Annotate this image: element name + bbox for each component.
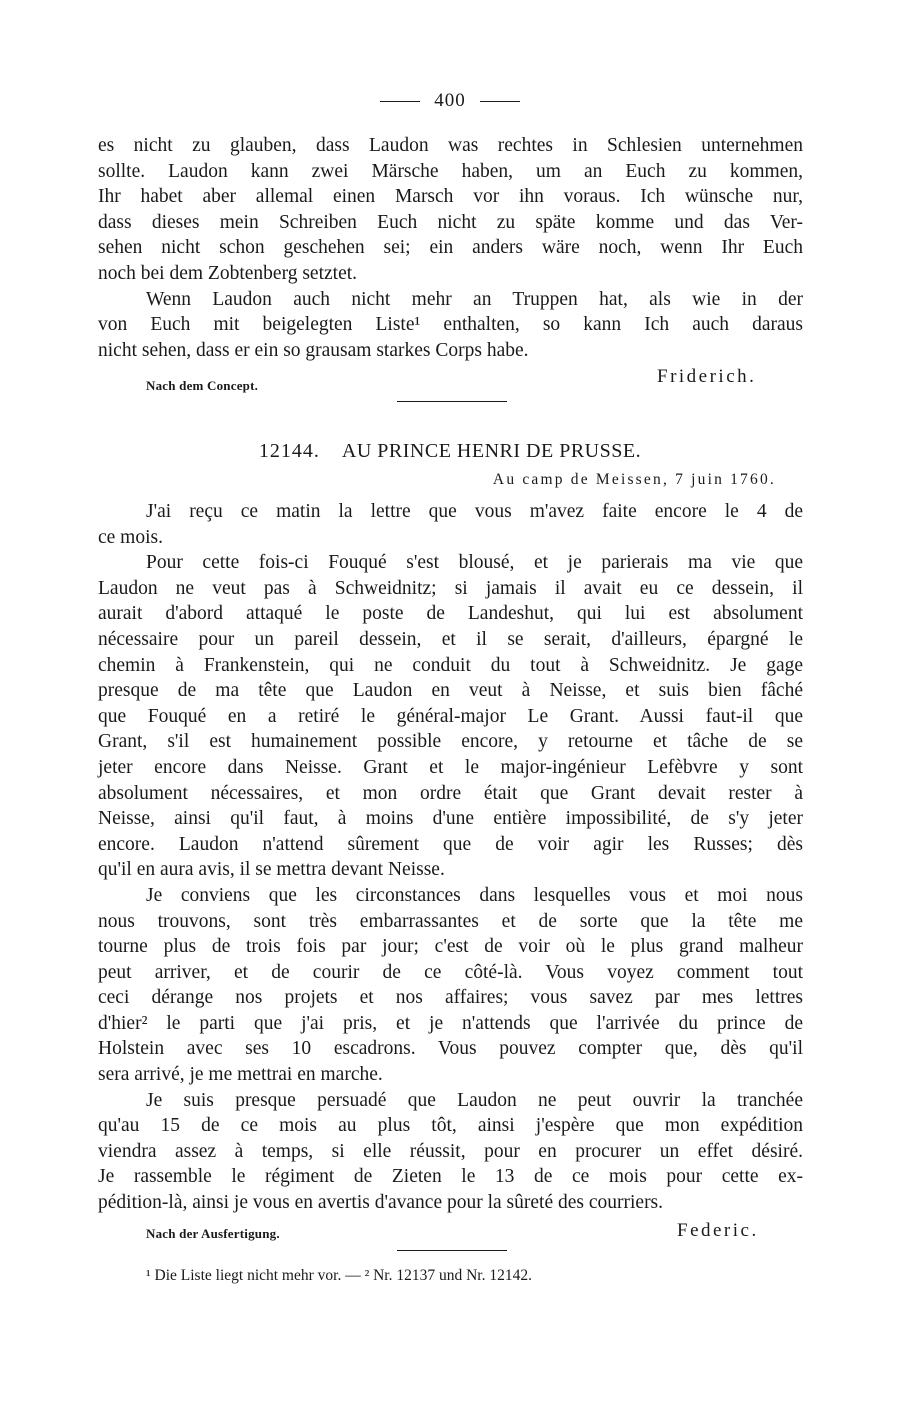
text-line: es nicht zu glauben, dass Laudon was rechtes in Schlesien unternehmen: [98, 135, 803, 156]
letter-heading: [0, 440, 900, 463]
text-line: nécessaire pour un pareil dessein, et il se serait, d'ailleurs, épargné le: [98, 628, 803, 650]
text-line: sollte. Laudon kann zwei Märsche haben, um an Euch zu kommen,: [98, 160, 803, 182]
source-note: Nach der Ausfertigung.: [146, 1226, 280, 1241]
source-note-row: [0, 378, 900, 402]
text-line: ce mois.: [98, 526, 163, 548]
text-line: Je rassemble le régiment de Zieten le 13 de ce mois pour cette ex-: [98, 1166, 803, 1188]
place-date: Au camp de Meissen, 7 juin 1760.: [492, 471, 776, 488]
section-divider: [397, 401, 507, 402]
text-line: ceci dérange nos projets et nos affaires; vous savez par mes lettres: [98, 987, 803, 1009]
source-note: Nach dem Concept.: [146, 378, 259, 393]
signature: Federic.: [677, 1220, 759, 1241]
text-line: aurait d'abord attaqué le poste de Landeshut, qui lui est absolument: [98, 603, 803, 625]
text-line: Grant, s'il est humainement possible encore, y retourne et tâche de se: [98, 731, 803, 753]
letter-body: [98, 499, 803, 1216]
text-line: noch bei dem Zobtenberg setztet.: [98, 262, 358, 284]
text-line: qu'au 15 de ce mois au plus tôt, ainsi j'espère que mon expédition: [98, 1115, 803, 1137]
text-line: encore. Laudon n'attend sûrement que de voir agir les Russes; dès: [98, 833, 803, 855]
text-line: nicht sehen, dass er ein so grausam starkes Corps habe.: [98, 339, 529, 361]
text-line: jeter encore dans Neisse. Grant et le major-ingénieur Lefèbvre y sont: [98, 756, 803, 778]
page-number: 400: [434, 90, 466, 111]
text-line: von Euch mit beigelegten Liste¹ enthalten, so kann Ich auch daraus: [98, 314, 803, 336]
text-line: Wenn Laudon auch nicht mehr an Truppen hat, als wie in der: [146, 288, 803, 310]
letter-title: AU PRINCE HENRI DE PRUSSE.: [341, 440, 642, 462]
text-line: Ihr habet aber allemal einen Marsch vor ihn voraus. Ich wünsche nur,: [98, 186, 803, 208]
text-line: tourne plus de trois fois par jour; c'est de voir où le plus grand malheur: [98, 936, 803, 958]
text-line: nous trouvons, sont très embarrassantes et de sorte que la tête me: [98, 910, 803, 932]
header-dash-left: [380, 101, 420, 102]
text-line: Laudon ne veut pas à Schweidnitz; si jamais il avait eu ce dessein, il: [98, 577, 803, 599]
text-line: pédition-là, ainsi je vous en avertis d'avance pour la sûreté des courriers.: [98, 1192, 664, 1214]
text-line: chemin à Frankenstein, qui ne conduit du tout à Schweidnitz. Je gage: [98, 654, 803, 676]
source-note-row: [0, 1226, 900, 1250]
text-line: J'ai reçu ce matin la lettre que vous m'avez faite encore le 4 de: [146, 501, 803, 522]
text-line: Je conviens que les circonstances dans lesquelles vous et moi nous: [146, 884, 803, 906]
text-line: Holstein avec ses 10 escadrons. Vous pouvez compter que, dès qu'il: [98, 1038, 803, 1060]
text-line: dass dieses mein Schreiben Euch nicht zu späte komme und das Ver-: [98, 211, 803, 233]
letter-number: 12144.: [258, 440, 320, 462]
text-line: absolument nécessaires, et mon ordre était que Grant devait rester à: [98, 782, 803, 804]
text-line: qu'il en aura avis, il se mettra devant Neisse.: [98, 859, 445, 881]
page-header: [0, 90, 900, 112]
text-line: viendra assez à temps, si elle réussit, pour en procurer un effet désiré.: [98, 1140, 803, 1162]
text-line: Pour cette fois-ci Fouqué s'est blousé, et je parierais ma vie que: [146, 552, 803, 574]
text-line: presque de ma tête que Laudon en veut à Neisse, et suis bien fâché: [98, 680, 803, 702]
header-dash-right: [480, 101, 520, 102]
footnote-divider: [397, 1250, 507, 1251]
continued-letter-text: [98, 133, 803, 363]
text-line: Neisse, ainsi qu'il faut, à moins d'une entière impossibilité, de s'y jeter: [98, 808, 803, 830]
text-line: sehen nicht schon geschehen sei; ein anders wäre noch, wenn Ihr Euch: [98, 237, 803, 259]
text-line: Je suis presque persuadé que Laudon ne peut ouvrir la tranchée: [146, 1089, 803, 1111]
text-line: sera arrivé, je me mettrai en marche.: [98, 1064, 383, 1086]
signature: Friderich.: [657, 366, 757, 387]
text-line: d'hier² le parti que j'ai pris, et je n'attends que l'arrivée du prince de: [98, 1012, 803, 1034]
text-line: que Fouqué en a retiré le général-major Le Grant. Aussi faut-il que: [98, 705, 803, 727]
text-line: peut arriver, et de courir de ce côté-là. Vous voyez comment tout: [98, 961, 803, 983]
footnotes: ¹ Die Liste liegt nicht mehr vor. — ² Nr. 12137 und Nr. 12142.: [146, 1267, 532, 1284]
